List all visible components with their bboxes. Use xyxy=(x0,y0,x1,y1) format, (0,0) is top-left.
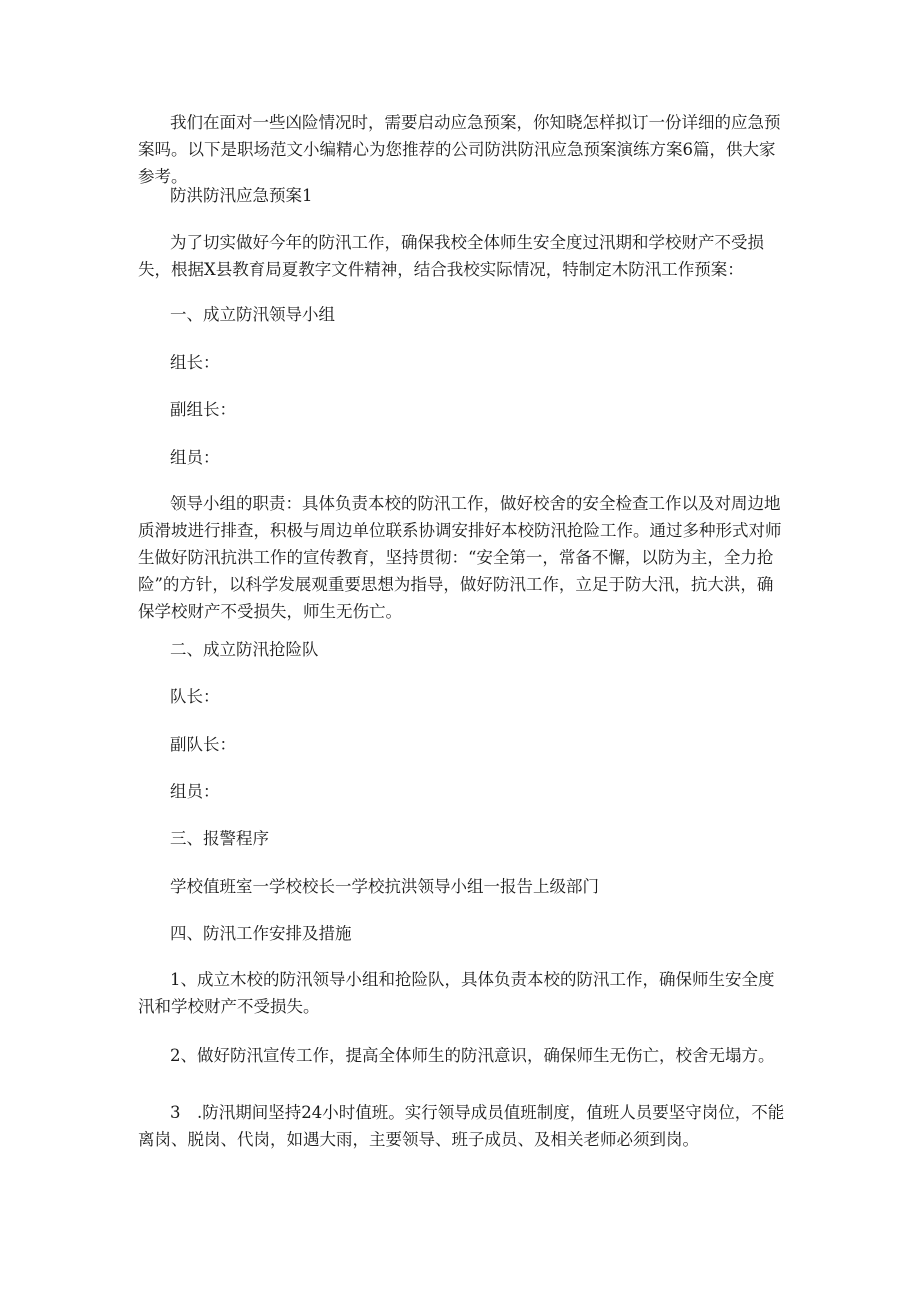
vice-captain-label: 副队长： xyxy=(170,735,236,754)
alarm-flow: 学校值班室一学校校长一学校抗洪领导小组一报告上级部门 xyxy=(170,877,599,896)
section-3-title: 三、报警程序 xyxy=(170,829,269,848)
captain-label: 队长： xyxy=(170,687,220,706)
purpose-paragraph: 为了切实做好今年的防汛工作，确保我校全体师生安全度过汛期和学校财产不受损失，根据X县教育局夏教字文件精神，结合我校实际情况，特制定木防汛工作预案： xyxy=(138,233,764,279)
section-2-title: 二、成立防汛抢险队 xyxy=(170,640,319,659)
vice-leader-label: 副组长： xyxy=(170,400,236,419)
measure-item-1: 1、成立木校的防汛领导小组和抢险队，具体负责本校的防汛工作，确保师生安全度汛和学校财产不受损失。 xyxy=(138,970,775,1016)
measure-item-3: 3 .防汛期间坚持24小时值班。实行领导成员值班制度，值班人员要坚守岗位，不能离岗、脱岗、代岗，如遇大雨，主要领导、班子成员、及相关老师必须到岗。 xyxy=(138,1103,785,1149)
leader-label: 组长： xyxy=(170,353,220,372)
plan-heading: 防洪防汛应急预案1 xyxy=(170,186,313,205)
duties-paragraph: 领导小组的职责：具体负责本校的防汛工作，做好校舍的安全检查工作以及对周边地质滑坡进行排查，积极与周边单位联系协调安排好本校防汛抢险工作。通过多种形式对师生做好防汛抗洪工作的宣传教育，坚持贯彻：“安全第一，常备不懈，以防为主，全力抢险”的方针，以科学发展观重要思想为指导，做好防汛工作，立足于防大汛，抗大洪，确保学校财产不受损失，师生无伤亡。 xyxy=(138,494,782,621)
section-4-title: 四、防汛工作安排及措施 xyxy=(170,924,352,943)
members-label-2: 组员： xyxy=(170,782,220,801)
section-1-title: 一、成立防汛领导小组 xyxy=(170,305,335,324)
measure-item-2: 2、做好防汛宣传工作，提高全体师生的防汛意识，确保师生无伤亡，校舍无塌方。 xyxy=(170,1046,775,1065)
intro-paragraph: 我们在面对一些凶险情况时，需要启动应急预案，你知晓怎样拟订一份详细的应急预案吗。以下是职场范文小编精心为您推荐的公司防洪防汛应急预案演练方案6篇，供大家参考。 xyxy=(138,113,781,186)
members-label-1: 组员： xyxy=(170,448,220,467)
